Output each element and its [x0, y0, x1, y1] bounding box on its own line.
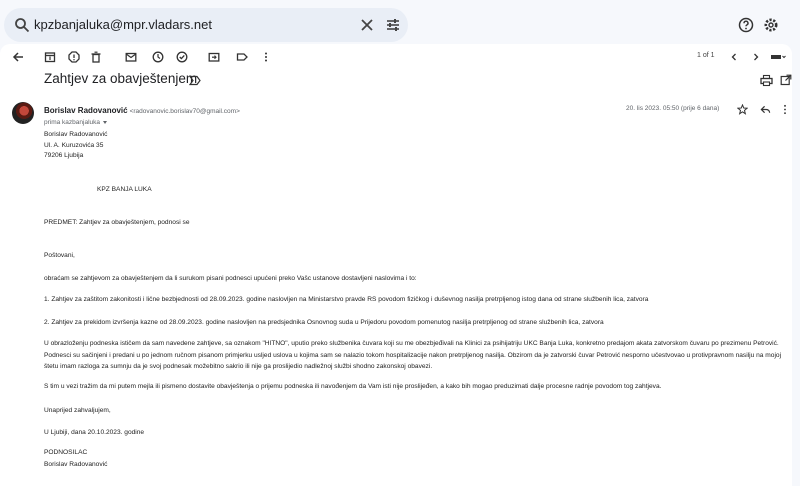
label-icon[interactable] — [236, 51, 248, 63]
next-icon[interactable] — [750, 51, 762, 63]
signature-label: PODNOSILAC — [44, 449, 88, 456]
close-icon[interactable] — [359, 17, 375, 33]
star-icon[interactable] — [737, 104, 748, 115]
delete-icon[interactable] — [90, 51, 102, 63]
reply-icon[interactable] — [760, 104, 771, 115]
message-datetime: 20. lis 2023. 05:50 (prije 6 dana) — [626, 105, 720, 112]
address-line: Ul. A. Kuruzovića 35 — [44, 142, 104, 149]
more-icon[interactable] — [783, 104, 787, 115]
search-input[interactable]: kpzbanjaluka@mpr.vladars.net — [34, 17, 212, 32]
body-paragraph: S tim u vezi tražim da mi putem mejla ili pismeno dostavite obavještenja o prijemu podneska ili navođenjem da Vam isti nije proslijeđen, a kako bih mogao preduzimati dalje procesne radnje povodom tog zahtjeva. — [44, 383, 662, 390]
new-window-icon[interactable] — [780, 74, 792, 86]
prev-icon[interactable] — [728, 51, 740, 63]
sender-email: <radovanovic.borislav70@gmail.com> — [129, 108, 240, 115]
address-line: 79206 Ljubija — [44, 152, 84, 159]
snooze-icon[interactable] — [152, 51, 164, 63]
message-toolbar — [0, 44, 792, 70]
mark-unread-icon[interactable] — [125, 51, 137, 63]
chevron-down-icon[interactable] — [103, 121, 107, 124]
recipient-text: prima kazbanjaluka — [44, 119, 101, 126]
avatar[interactable] — [12, 102, 34, 124]
sender — [44, 106, 240, 115]
importance-icon[interactable] — [189, 75, 201, 86]
message-panel — [0, 44, 792, 486]
move-to-icon[interactable] — [208, 51, 220, 63]
closing-thanks: Unaprijed zahvaljujem, — [44, 407, 111, 414]
pager-count: 1 of 1 — [697, 52, 715, 59]
archive-icon[interactable] — [44, 51, 56, 63]
keyboard-icon[interactable] — [770, 51, 786, 63]
add-task-icon[interactable] — [176, 51, 188, 63]
greeting: Poštovani, — [44, 252, 75, 259]
filter-icon[interactable] — [385, 17, 401, 33]
print-icon[interactable] — [760, 74, 773, 87]
recipient-block: KPZ BANJA LUKA — [97, 186, 152, 193]
recipient-toggle[interactable] — [44, 119, 107, 126]
message-subject: Zahtjev za obavještenjem — [44, 71, 198, 86]
signature-name: Borislav Radovanović — [44, 461, 108, 468]
body-paragraph: U obrazloženju podneska ističem da sam navedene zahtjeve, sa oznakom "HITNO", uputio preko službenika čuvara koji su me obezbjeđivali na Klinici za psihijatriju UKC Banja Luka, konkretno predajom akata zatvorskom čuvaru po prezimenu Petrović. Podnesci su sačinjeni i predani u po jednom ručnom pisanom primjerku usljed uslova u kojima sam se nalazio tokom hospitalizacije nakon pretrpljenog nasilja. Obzirom da je zatvorski čuvar Petrović nesporno učestvovao u protivpravnom nasilju na mojoj štetu imam razloga za sumnju da je svoj podnesak možebitno sakrio ili nije ga proslijedio nadležnoj službi shodno zakonskoj obavezi. — [44, 340, 782, 370]
back-icon[interactable] — [12, 51, 24, 63]
sender-name[interactable]: Borislav Radovanović — [44, 106, 128, 115]
settings-icon[interactable] — [763, 17, 779, 33]
search-bar[interactable] — [4, 8, 408, 42]
top-bar — [0, 0, 800, 50]
body-paragraph: obraćam se zahtjevom za obavještenjem da li surukom pisani podnesci upućeni preko Vašc ustanove dostavljeni naslovima i to: — [44, 275, 417, 282]
subject-line: PREDMET: Zahtjev za obavještenjem, podnosi se — [44, 219, 190, 226]
help-icon[interactable] — [738, 17, 754, 33]
more-icon[interactable] — [260, 51, 272, 63]
place-date: U Ljubiji, dana 20.10.2023. godine — [44, 429, 145, 436]
body-paragraph: 2. Zahtjev za prekidom izvršenja kazne od 28.09.2023. godine naslovljen na predsjednika Osnovnog suda u Prijedoru povodom pomenutog nasilja pretrpljenog od strane službenih lica, zatvora — [44, 319, 604, 326]
address-line: Borislav Radovanović — [44, 131, 108, 138]
search-icon[interactable] — [14, 17, 30, 33]
body-paragraph: 1. Zahtjev za zaštitom zakonitosti i lične bezbjednosti od 28.09.2023. godine naslovljen na Ministarstvo pravde RS povodom fizičkog i duševnog nasilja pretrpljenog istog dana od strane službenih lica, zatvora — [44, 296, 649, 303]
report-spam-icon[interactable] — [68, 51, 80, 63]
